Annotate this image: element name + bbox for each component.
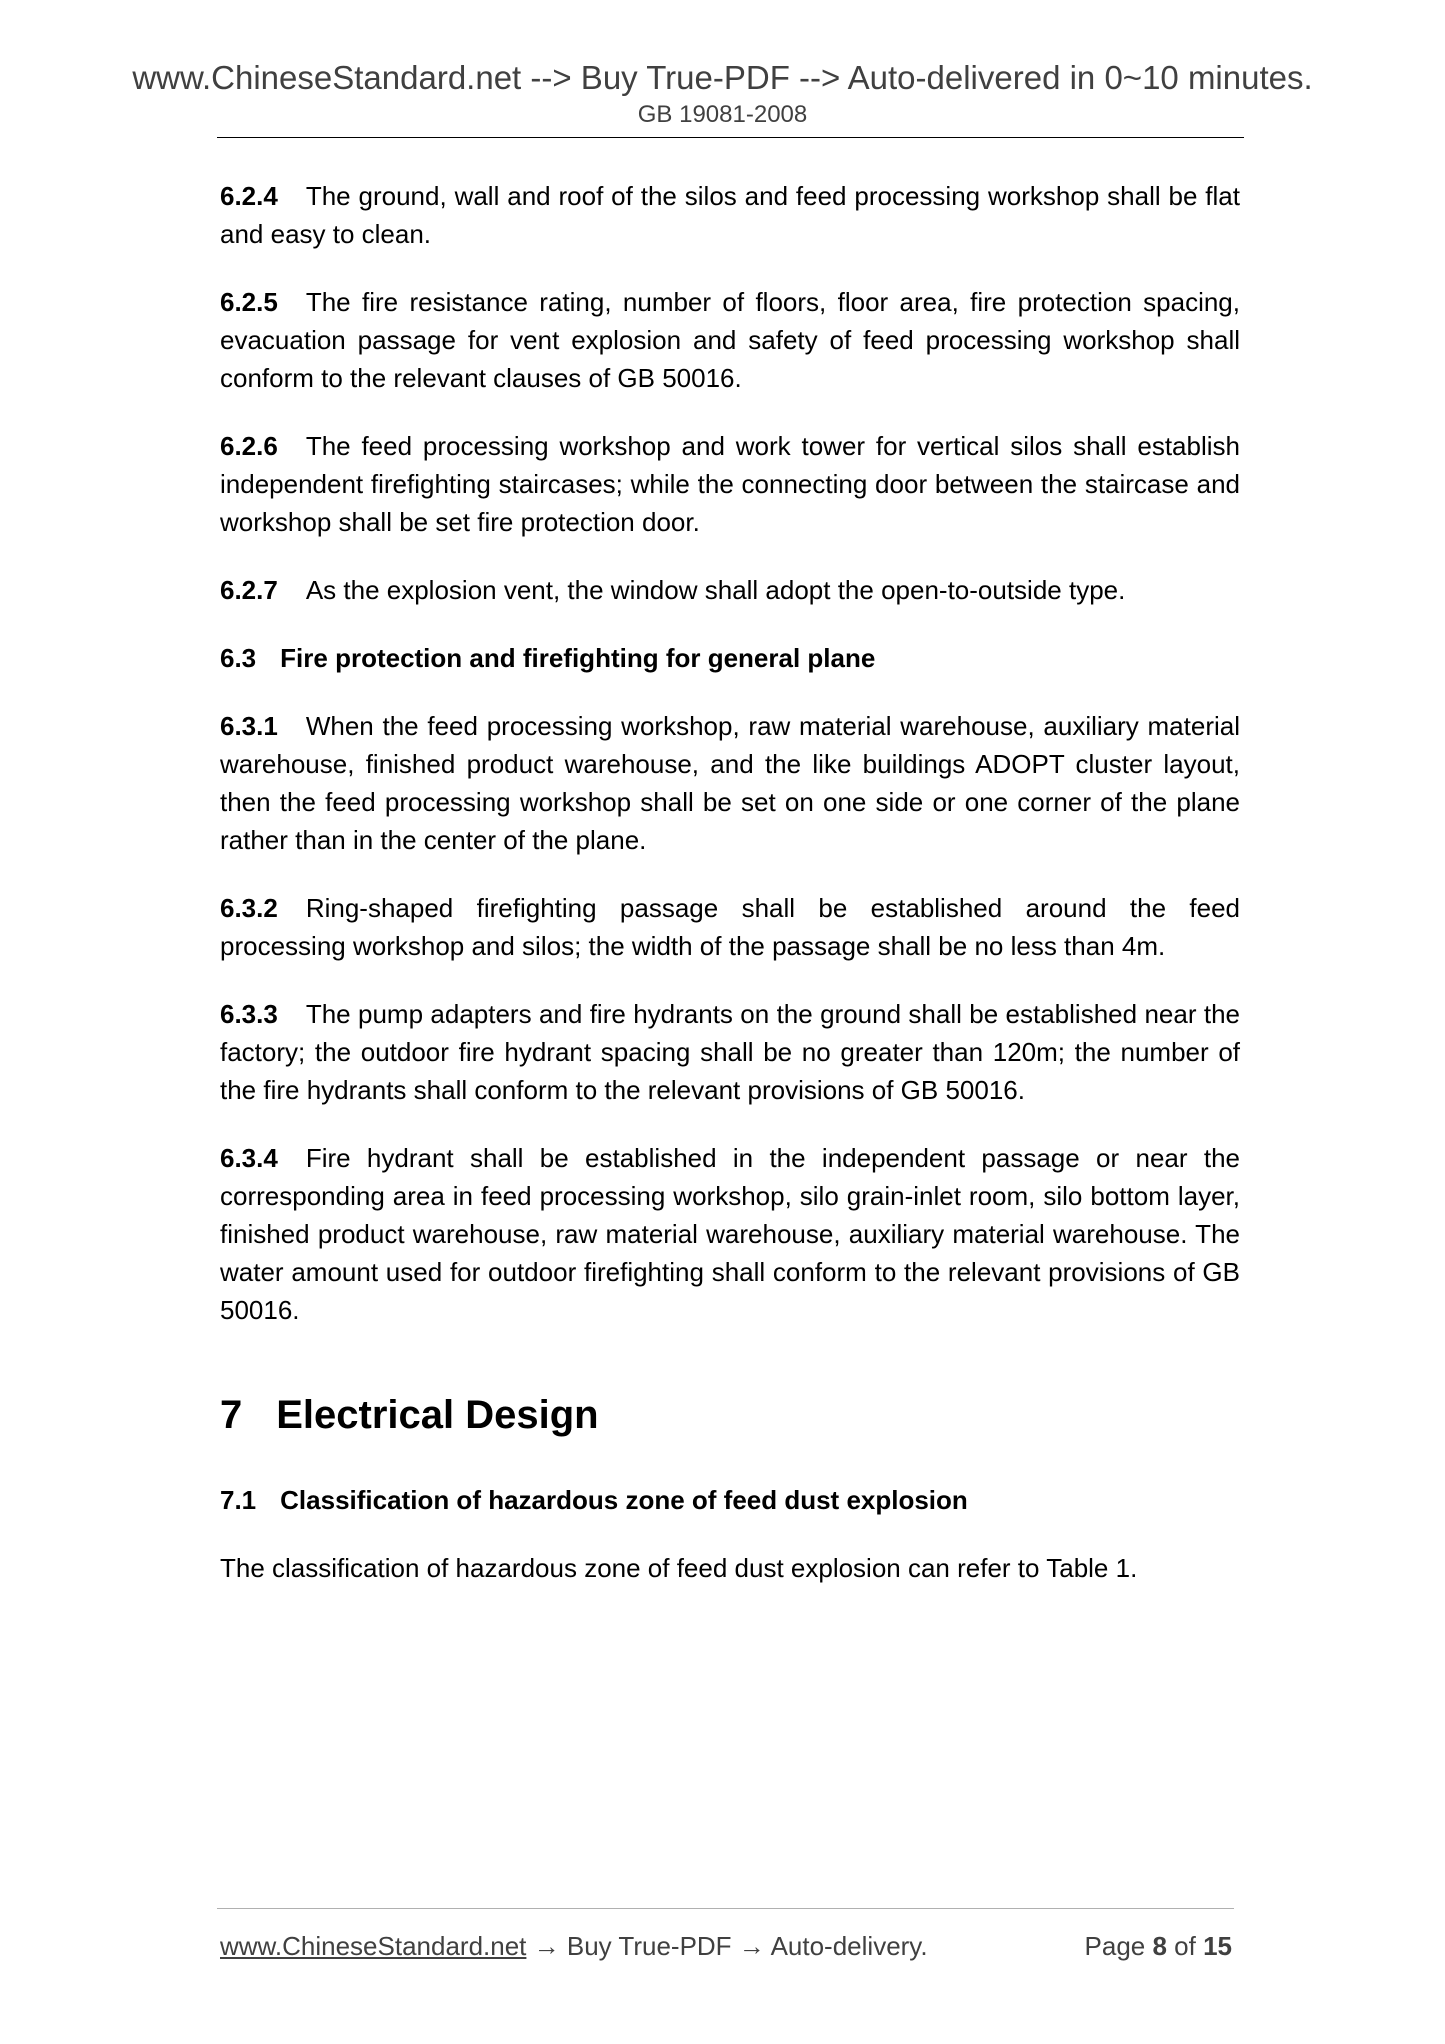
paragraph-7-1: The classification of hazardous zone of feed dust explosion can refer to Table 1. bbox=[220, 1553, 1138, 1583]
footer-divider bbox=[217, 1908, 1234, 1909]
section-number: 6.3 bbox=[220, 643, 257, 673]
chapter-heading-7 bbox=[220, 1391, 1240, 1439]
footer-promo bbox=[220, 1928, 928, 1964]
clause-6-3-4 bbox=[220, 1139, 1240, 1329]
clause-6-3-3 bbox=[220, 995, 1240, 1109]
page-header bbox=[0, 58, 1445, 130]
clause-6-2-6 bbox=[220, 427, 1240, 541]
clause-text: The fire resistance rating, number of floors, floor area, fire protection spacing, evacuation passage for vent explosion and safety of feed processing workshop shall conform to the relevant clauses of GB 50016. bbox=[220, 287, 1240, 393]
section-number: 7.1 bbox=[220, 1485, 257, 1515]
footer-promo-text: → Buy True-PDF → Auto-delivery. bbox=[526, 1931, 928, 1961]
document-body bbox=[220, 177, 1240, 1587]
header-standard-number: GB 19081-2008 bbox=[637, 101, 808, 128]
page-total: 15 bbox=[1203, 1931, 1232, 1961]
section-heading-7-1 bbox=[220, 1481, 1240, 1519]
clause-6-2-5 bbox=[220, 283, 1240, 397]
chapter-number: 7 bbox=[220, 1393, 243, 1437]
page-number bbox=[1085, 1928, 1232, 1964]
header-divider bbox=[217, 137, 1244, 138]
section-heading-6-3 bbox=[220, 639, 1240, 677]
clause-6-3-2 bbox=[220, 889, 1240, 965]
clause-number: 6.3.4 bbox=[220, 1143, 278, 1173]
clause-6-2-7 bbox=[220, 571, 1240, 609]
section-title: Classification of hazardous zone of feed dust explosion bbox=[280, 1485, 968, 1515]
header-promo-text: www.ChineseStandard.net --> Buy True-PDF --> Auto-delivered in 0~10 minutes. bbox=[132, 59, 1313, 96]
footer-website-link[interactable]: www.ChineseStandard.net bbox=[220, 1931, 527, 1961]
page-footer bbox=[220, 1928, 1232, 1964]
page-current: 8 bbox=[1152, 1931, 1167, 1961]
clause-text: The feed processing workshop and work tower for vertical silos shall establish independent firefighting staircases; while the connecting door between the staircase and workshop shall be set fire protection door. bbox=[220, 431, 1240, 537]
clause-6-2-4 bbox=[220, 177, 1240, 253]
clause-text: When the feed processing workshop, raw material warehouse, auxiliary material warehouse, finished product warehouse, and the like buildings ADOPT cluster layout, then the feed processing workshop shall be set on one side or one corner of the plane rather than in the center of the plane. bbox=[220, 711, 1240, 855]
clause-6-3-1 bbox=[220, 707, 1240, 859]
clause-number: 6.2.4 bbox=[220, 181, 278, 211]
clause-text: Fire hydrant shall be established in the independent passage or near the corresponding area in feed processing workshop, silo grain-inlet room, silo bottom layer, finished product warehouse, raw material warehouse, auxiliary material warehouse. The water amount used for outdoor firefighting shall conform to the relevant provisions of GB 50016. bbox=[220, 1143, 1240, 1325]
clause-text: The ground, wall and roof of the silos and feed processing workshop shall be flat and easy to clean. bbox=[220, 181, 1240, 249]
page-number-of: of bbox=[1166, 1931, 1204, 1961]
clause-text: The pump adapters and fire hydrants on the ground shall be established near the factory; the outdoor fire hydrant spacing shall be no greater than 120m; the number of the fire hydrants shall conform to the relevant provisions of GB 50016. bbox=[220, 999, 1240, 1105]
clause-number: 6.3.2 bbox=[220, 893, 278, 923]
clause-number: 6.2.6 bbox=[220, 431, 278, 461]
clause-number: 6.3.1 bbox=[220, 711, 278, 741]
chapter-title: Electrical Design bbox=[276, 1393, 599, 1437]
page-number-prefix: Page bbox=[1084, 1931, 1153, 1961]
clause-number: 6.2.5 bbox=[220, 287, 278, 317]
clause-text: As the explosion vent, the window shall adopt the open-to-outside type. bbox=[305, 575, 1126, 605]
clause-text: Ring-shaped firefighting passage shall be established around the feed processing workshop and silos; the width of the passage shall be no less than 4m. bbox=[220, 893, 1240, 961]
clause-number: 6.3.3 bbox=[220, 999, 278, 1029]
clause-number: 6.2.7 bbox=[220, 575, 278, 605]
section-title: Fire protection and firefighting for general plane bbox=[280, 643, 876, 673]
